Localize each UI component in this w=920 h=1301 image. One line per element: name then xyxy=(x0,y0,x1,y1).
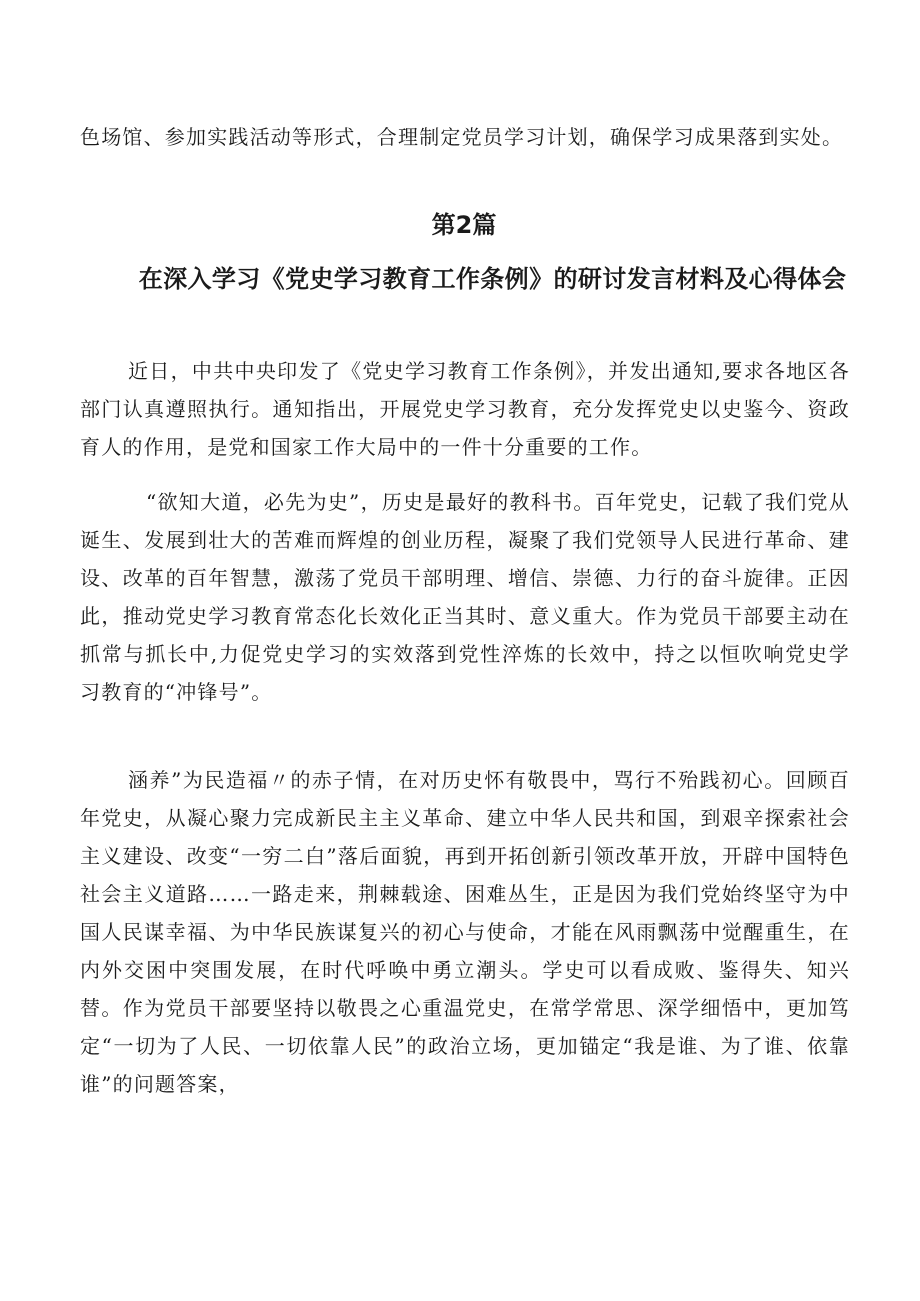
body-paragraph-3: 涵养”为民造福〃的赤子情，在对历史怀有敬畏中，骂行不殆践初心。回顾百年党史，从凝心聚力完成新民主主义革命、建立中华人民共和国，到艰辛探索社会主义建设、改变“一穷二白”落后面貌，再到开拓创新引领改革开放，开辟中国特色社会主义道路……一路走来，荆棘载途、困难丛生，正是因为我们党始终坚守为中国人民谋幸福、为中华民族谋复兴的初心与使命，才能在风雨飘荡中觉醒重生，在内外交困中突围发展，在时代呼唤中勇立潮头。学史可以看成败、鉴得失、知兴替。作为党员干部要坚持以敬畏之心重温党史，在常学常思、深学细悟中，更加笃定“一切为了人民、一切依靠人民”的政治立场，更加锚定“我是谁、为了谁、依靠谁”的问题答案， xyxy=(80,768,850,1096)
body-paragraph-2: “欲知大道，必先为史”，历史是最好的教科书。百年党史，记载了我们党从诞生、发展到壮大的苦难而辉煌的创业历程，凝聚了我们党领导人民进行革命、建设、改革的百年智慧，激荡了党员干部明理、增信、崇德、力行的奋斗旋律。正因此，推动党史学习教育常态化长效化正当其时、意义重大。作为党员干部要主动在抓常与抓长中,力促党史学习的实效落到党性淬炼的长效中，持之以恒吹响党史学习教育的“冲锋号”。 xyxy=(80,490,850,704)
body-paragraph-1: 近日，中共中央印发了《党史学习教育工作条例》，并发出通知,要求各地区各部门认真遵照执行。通知指出，开展党史学习教育，充分发挥党史以史鉴今、资政育人的作用，是党和国家工作大局中的一件十分重要的工作。 xyxy=(80,359,850,459)
continuation-paragraph: 色场馆、参加实践活动等形式，合理制定党员学习计划，确保学习成果落到实处。 xyxy=(80,125,844,149)
document-title: 在深入学习《党史学习教育工作条例》的研讨发言材料及心得体会 xyxy=(138,265,847,293)
section-number: 第2篇 xyxy=(431,211,497,239)
